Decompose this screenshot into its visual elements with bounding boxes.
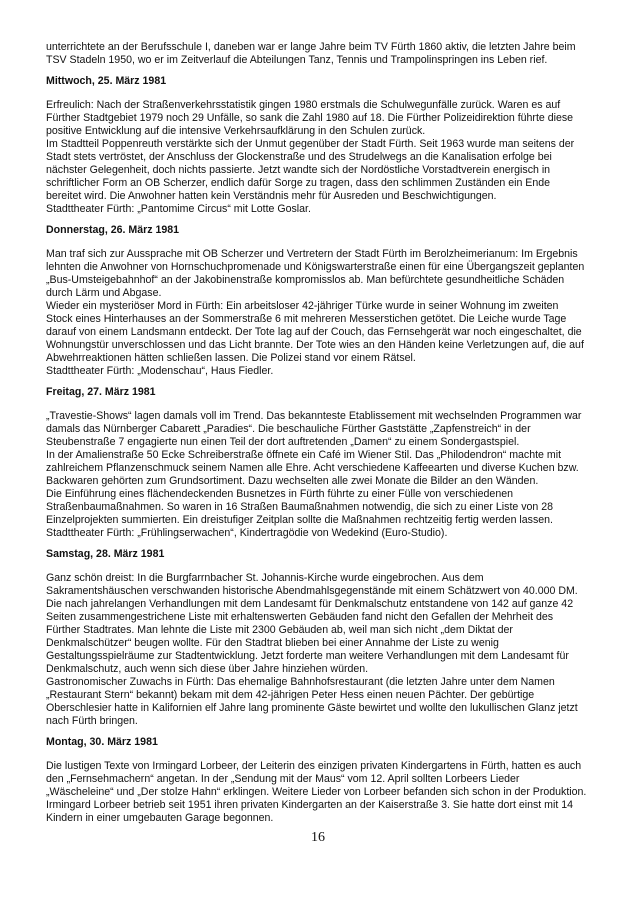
text-line: Fürther Stadtrates. Man lehnte die Liste mit 2300 Gebäuden ab, weil man sich nicht „dem Diktat der bbox=[46, 624, 513, 636]
intro-paragraph bbox=[46, 41, 606, 67]
entry-date-heading: Samstag, 28. März 1981 bbox=[46, 548, 165, 560]
text-line: Seiten zusammengestrichene Liste mit erhaltenswerten Gebäuden fand nicht den Gefallen der Mehrheit des bbox=[46, 611, 554, 623]
text-line: Fürther Stadtgebiet 1979 noch 29 Unfälle, so sank die Zahl 1980 auf 18. Die Fürther Polizeidirektion führte diese bbox=[46, 112, 574, 124]
text-line: den „Fernsehmachern“ angetan. In der „Sendung mit der Maus“ vom 12. April sollten Lorbeers Lieder bbox=[46, 773, 520, 785]
text-line: Steubenstraße 7 engagierte nun einen Teil der dort auftretenden „Damen“ zu einem Sondergastspiel. bbox=[46, 436, 520, 448]
entry-date-heading: Freitag, 27. März 1981 bbox=[46, 386, 156, 398]
text-line: unterrichtete an der Berufsschule I, daneben war er lange Jahre beim TV Fürth 1860 aktiv, die letzten Jahre beim bbox=[46, 41, 576, 53]
text-line: Stadttheater Fürth: „Modenschau“, Haus Fiedler. bbox=[46, 365, 274, 377]
text-line: Denkmalschutz, auch wenn sich diese über Jahre hinziehen würden. bbox=[46, 663, 369, 675]
text-line: Irmingard Lorbeer betrieb seit 1951 ihren privaten Kindergarten an der Kaiserstraße 3. Sie hatte dort einst mit 14 bbox=[46, 799, 574, 811]
text-line: Die Einführung eines flächendeckenden Busnetzes in Fürth führte zu einer Fülle von verschiedenen bbox=[46, 488, 513, 500]
text-line: nach Fürth bringen. bbox=[46, 715, 138, 727]
entry-date-heading: Mittwoch, 25. März 1981 bbox=[46, 75, 167, 87]
text-line: Abwehrreaktionen hätten schließen lassen. Die Polizei stand vor einem Rätsel. bbox=[46, 352, 416, 364]
text-line: lehnten die Anwohner von Hornschuchpromenade und Königswarterstraße einen für eine Übergangszeit geplanten bbox=[46, 261, 585, 273]
text-line: „Restaurant Stern“ bekannt) bekam mit dem 42-jährigen Peter Hess einen neuen Pächter. Der gebürtige bbox=[46, 689, 535, 701]
text-line: „Travestie-Shows“ lagen damals voll im Trend. Das bekannteste Etablissement mit wechselnden Programmen war bbox=[46, 410, 582, 422]
entry-date-heading: Donnerstag, 26. März 1981 bbox=[46, 224, 180, 236]
text-line: Erfreulich: Nach der Straßenverkehrsstatistik gingen 1980 erstmals die Schulwegunfälle zurück. Waren es auf bbox=[46, 99, 561, 111]
text-line: positive Entwicklung auf die intensive Verkehrsaufklärung in den Schulen zurück. bbox=[46, 125, 426, 137]
diary-entry bbox=[46, 548, 606, 728]
text-line: Stock eines Hinterhauses an der Sommerstraße 6 mit mehreren Messerstichen getötet. Die Leiche wurde Tage bbox=[46, 313, 567, 325]
diary-entry bbox=[46, 736, 606, 825]
diary-entry bbox=[46, 386, 606, 540]
text-line: schriftlicher Form an OB Scherzer, endlich dafür Sorge zu tragen, dass den schlimmen Zuständen ein Ende bbox=[46, 177, 551, 189]
text-line: TSV Stadeln 1950, wo er im Zeitverlauf die Abteilungen Tanz, Tennis und Trampolinspringen ins Leben rief. bbox=[46, 54, 548, 66]
text-line: Denkmalschützer“ beugen wollte. Für den Stadtrat blieben bei einer Annahme der Liste zu wenig bbox=[46, 637, 499, 649]
text-line: darauf von einem Landsmann entdeckt. Der Tote lag auf der Couch, das Fernsehgerät war noch eingeschaltet, die bbox=[46, 326, 582, 338]
text-line: Stadttheater Fürth: „Pantomime Circus“ mit Lotte Goslar. bbox=[46, 203, 311, 215]
text-line: Ganz schön dreist: In die Burgfarrnbacher St. Johannis-Kirche wurde eingebrochen. Aus dem bbox=[46, 572, 484, 584]
text-line: Straßenbaumaßnahmen. So waren in 16 Straßen Baumaßnahmen notwendig, die sich zu einer Liste von 28 bbox=[46, 501, 554, 513]
text-line: Kindern in einer umgebauten Garage begonnen. bbox=[46, 812, 274, 824]
text-line: Einzelprojekten summierten. Ein dreistufiger Zeitplan sollte die Maßnahmen rechtzeitig fertig werden lassen. bbox=[46, 514, 553, 526]
text-line: Wieder ein mysteriöser Mord in Fürth: Ein arbeitsloser 42-jähriger Türke wurde in seiner Wohnung im zweiten bbox=[46, 300, 559, 312]
text-line: bereitet wird. Die Anwohner hatten kein Verständnis mehr für Ausreden und Beschwichtigungen. bbox=[46, 190, 497, 202]
text-line: damals das Nürnberger Cabarett „Paradies“. Die beschauliche Fürther Gaststätte „Zapfenstreich“ in der bbox=[46, 423, 531, 435]
text-line: durch Lärm und Abgase. bbox=[46, 287, 162, 299]
diary-entry bbox=[46, 224, 606, 378]
entry-body bbox=[46, 99, 606, 216]
diary-entry bbox=[46, 75, 606, 216]
entry-body bbox=[46, 760, 606, 825]
text-line: Backwaren gehörten zum Grundsortiment. Dazu wechselten alle zwei Monate die Bilder an den Wänden. bbox=[46, 475, 539, 487]
page-number: 16 bbox=[311, 830, 325, 845]
entry-body bbox=[46, 248, 606, 378]
text-line: Gestaltungsspielräume zur Stadtentwicklung. Jetzt forderte man weitere Verhandlungen mit dem Landesamt für bbox=[46, 650, 569, 662]
text-line: In der Amalienstraße 50 Ecke Schreiberstraße öffnete ein Café im Wiener Stil. Das „Philodendron“ machte mit bbox=[46, 449, 562, 461]
text-line: Die lustigen Texte von Irmingard Lorbeer, der Leiterin des einzigen privaten Kindergartens in Fürth, hatten es auch bbox=[46, 760, 582, 772]
text-line: Oberschlesier hatte in Kalifornien elf Jahre lang prominente Gäste bewirtet und wollte den lukullischen Glanz jetzt bbox=[46, 702, 578, 714]
text-line: Sakramentshäuschen verschwanden historische Abendmahlsgegenstände mit einem Schätzwert von 40.000 DM. bbox=[46, 585, 578, 597]
text-line: Wohnungstür unverschlossen und das Licht brannte. Der Tote wies an den Händen keine Verletzungen auf, die auf bbox=[46, 339, 584, 351]
text-line: „Wäscheleine“ und „Der stolze Hahn“ erklingen. Weitere Lieder von Lorbeer befanden sich schon in der Produktion. bbox=[46, 786, 587, 798]
entry-body bbox=[46, 572, 606, 728]
diary-entries bbox=[46, 75, 606, 825]
text-line: Gastronomischer Zuwachs in Fürth: Das ehemalige Bahnhofsrestaurant (die letzten Jahre unter dem Namen bbox=[46, 676, 555, 688]
entry-body bbox=[46, 410, 606, 540]
text-line: Im Stadtteil Poppenreuth verstärkte sich der Unmut gegenüber der Stadt Fürth. Seit 1963 wurde man seitens der bbox=[46, 138, 575, 150]
document-page bbox=[46, 41, 606, 825]
text-line: Die nach jahrelangen Verhandlungen mit dem Landesamt für Denkmalschutz entstandene von 142 auf ganze 42 bbox=[46, 598, 574, 610]
text-line: nächster Gelegenheit, doch nichts passierte. Jetzt wandte sich der Nordöstliche Vorstadtverein energisch in bbox=[46, 164, 551, 176]
text-line: Man traf sich zur Aussprache mit OB Scherzer und Vertretern der Stadt Fürth im Berolzheimerianum: Im Ergebnis bbox=[46, 248, 578, 260]
text-line: „Bus-Umsteigebahnhof“ an der Jakobinenstraße kompromisslos ab. Man befürchtete gesundheitliche Schäden bbox=[46, 274, 565, 286]
entry-date-heading: Montag, 30. März 1981 bbox=[46, 736, 158, 748]
text-line: Stadt stets vertröstet, der Anschluss der Glockenstraße und des Strudelwegs an die Kanalisation erfolge bei bbox=[46, 151, 552, 163]
text-line: Stadttheater Fürth: „Frühlingserwachen“, Kindertragödie von Wedekind (Euro-Studio). bbox=[46, 527, 448, 539]
text-line: zahlreichem Pflanzenschmuck seinem Namen alle Ehre. Acht verschiedene Kaffeearten und diverse Kuchen bzw. bbox=[46, 462, 579, 474]
